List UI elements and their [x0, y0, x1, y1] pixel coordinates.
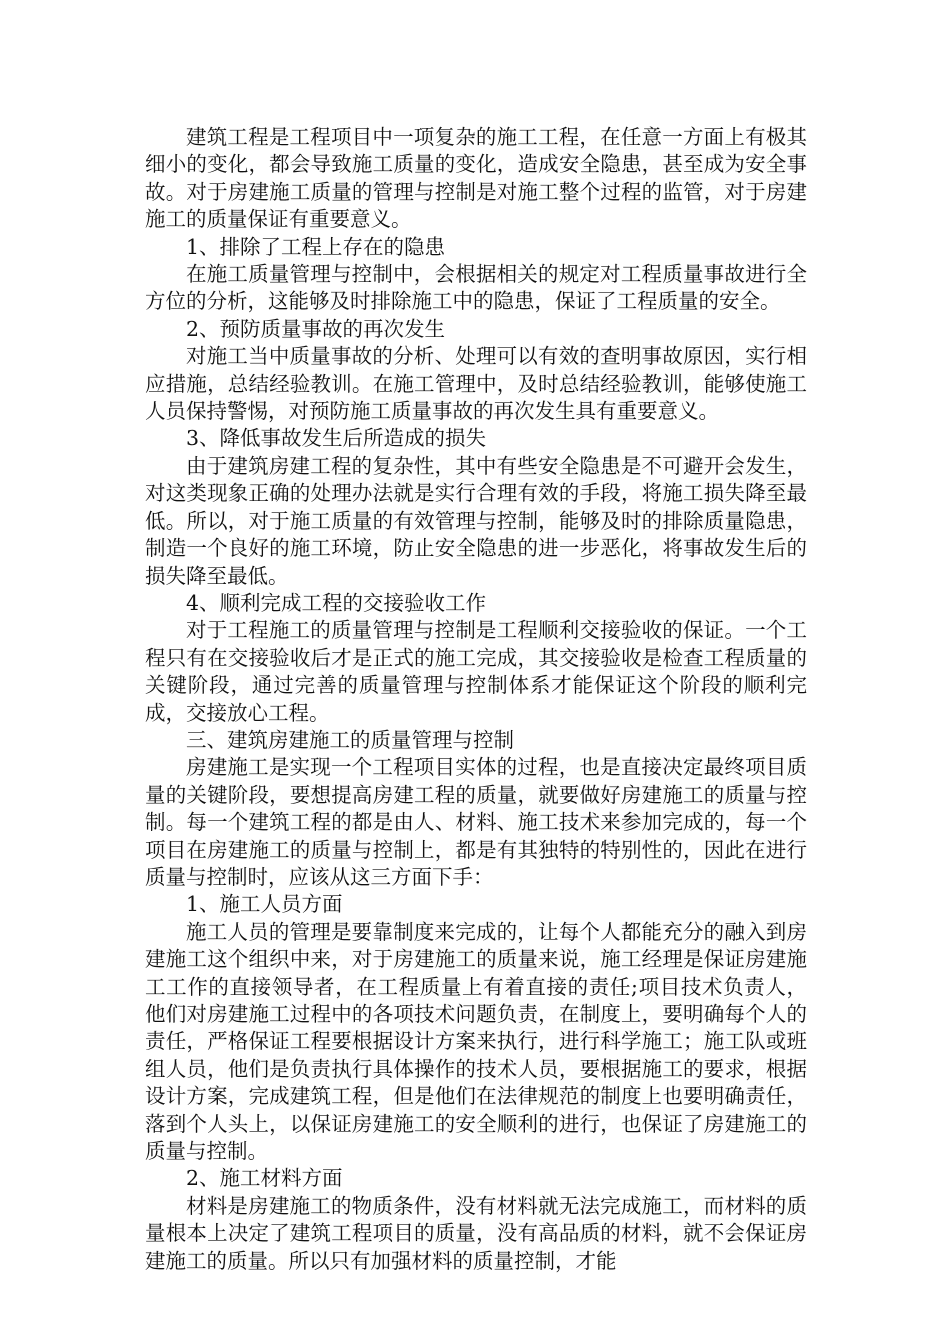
heading-handover-acceptance: 4、顺利完成工程的交接验收工作 [186, 590, 487, 615]
paragraph-personnel: 施工人员的管理是要靠制度来完成的，让每个人都能充分的融入到房建施工这个组织中来，对于房建施工的质量来说，施工经理是保证房建施工工作的直接领导者，在工程质量上有着直接的责任;项目技术负责人，他们对房建施工过程中的各项技术问题负责，在制度上，要明确每个人的责任，严格保证工程要根据设计方案来执行，进行科学施工；施工队或班组人员，他们是负责执行具体操作的技术人员，要根据施工的要求，根据设计方案，完成建筑工程，但是他们在法律规范的制度上也要明确责任，落到个人头上，以保证房建施工的安全顺利的进行，也保证了房建施工的质量与控制。 [145, 919, 807, 1164]
heading-reduce-losses: 3、降低事故发生后所造成的损失 [186, 426, 487, 451]
heading-section-three: 三、建筑房建施工的质量管理与控制 [186, 727, 514, 752]
paragraph-handover-acceptance: 对于工程施工的质量管理与控制是工程顺利交接验收的保证。一个工程只有在交接验收后才是正式的施工完成，其交接验收是检查工程质量的关键阶段，通过完善的质量管理与控制体系才能保证这个阶段的顺利完成，交接放心工程。 [145, 618, 807, 725]
paragraph-materials: 材料是房建施工的物质条件，没有材料就无法完成施工，而材料的质量根本上决定了建筑工程项目的质量，没有高品质的材料，就不会保证房建施工的质量。所以只有加强材料的质量控制，才能 [145, 1193, 807, 1273]
paragraph-eliminate-hazards: 在施工质量管理与控制中，会根据相关的规定对工程质量事故进行全方位的分析，这能够及时排除施工中的隐患，保证了工程质量的安全。 [145, 262, 807, 314]
heading-personnel: 1、施工人员方面 [186, 892, 343, 917]
heading-materials: 2、施工材料方面 [186, 1166, 343, 1191]
paragraph-prevent-recurrence: 对施工当中质量事故的分析、处理可以有效的查明事故原因，实行相应措施，总结经验教训。在施工管理中，及时总结经验教训，能够使施工人员保持警惕，对预防施工质量事故的再次发生具有重要意义。 [145, 344, 807, 424]
paragraph-section-three: 房建施工是实现一个工程项目实体的过程，也是直接决定最终项目质量的关键阶段，要想提高房建工程的质量，就要做好房建施工的质量与控制。每一个建筑工程的都是由人、材料、施工技术来参加完成的，每一个项目在房建施工的质量与控制上，都是有其独特的特别性的，因此在进行质量与控制时，应该从这三方面下手： [145, 755, 807, 889]
document-page [145, 124, 807, 1275]
paragraph-intro: 建筑工程是工程项目中一项复杂的施工工程，在任意一方面上有极其细小的变化，都会导致施工质量的变化，造成安全隐患，甚至成为安全事故。对于房建施工质量的管理与控制是对施工整个过程的监管，对于房建施工的质量保证有重要意义。 [145, 125, 807, 232]
heading-eliminate-hazards: 1、排除了工程上存在的隐患 [186, 234, 446, 259]
heading-prevent-recurrence: 2、预防质量事故的再次发生 [186, 316, 446, 341]
paragraph-reduce-losses: 由于建筑房建工程的复杂性，其中有些安全隐患是不可避开会发生，对这类现象正确的处理办法就是实行合理有效的手段，将施工损失降至最低。所以，对于施工质量的有效管理与控制，能够及时的排除质量隐患，制造一个良好的施工环境，防止安全隐患的进一步恶化，将事故发生后的损失降至最低。 [145, 453, 807, 588]
